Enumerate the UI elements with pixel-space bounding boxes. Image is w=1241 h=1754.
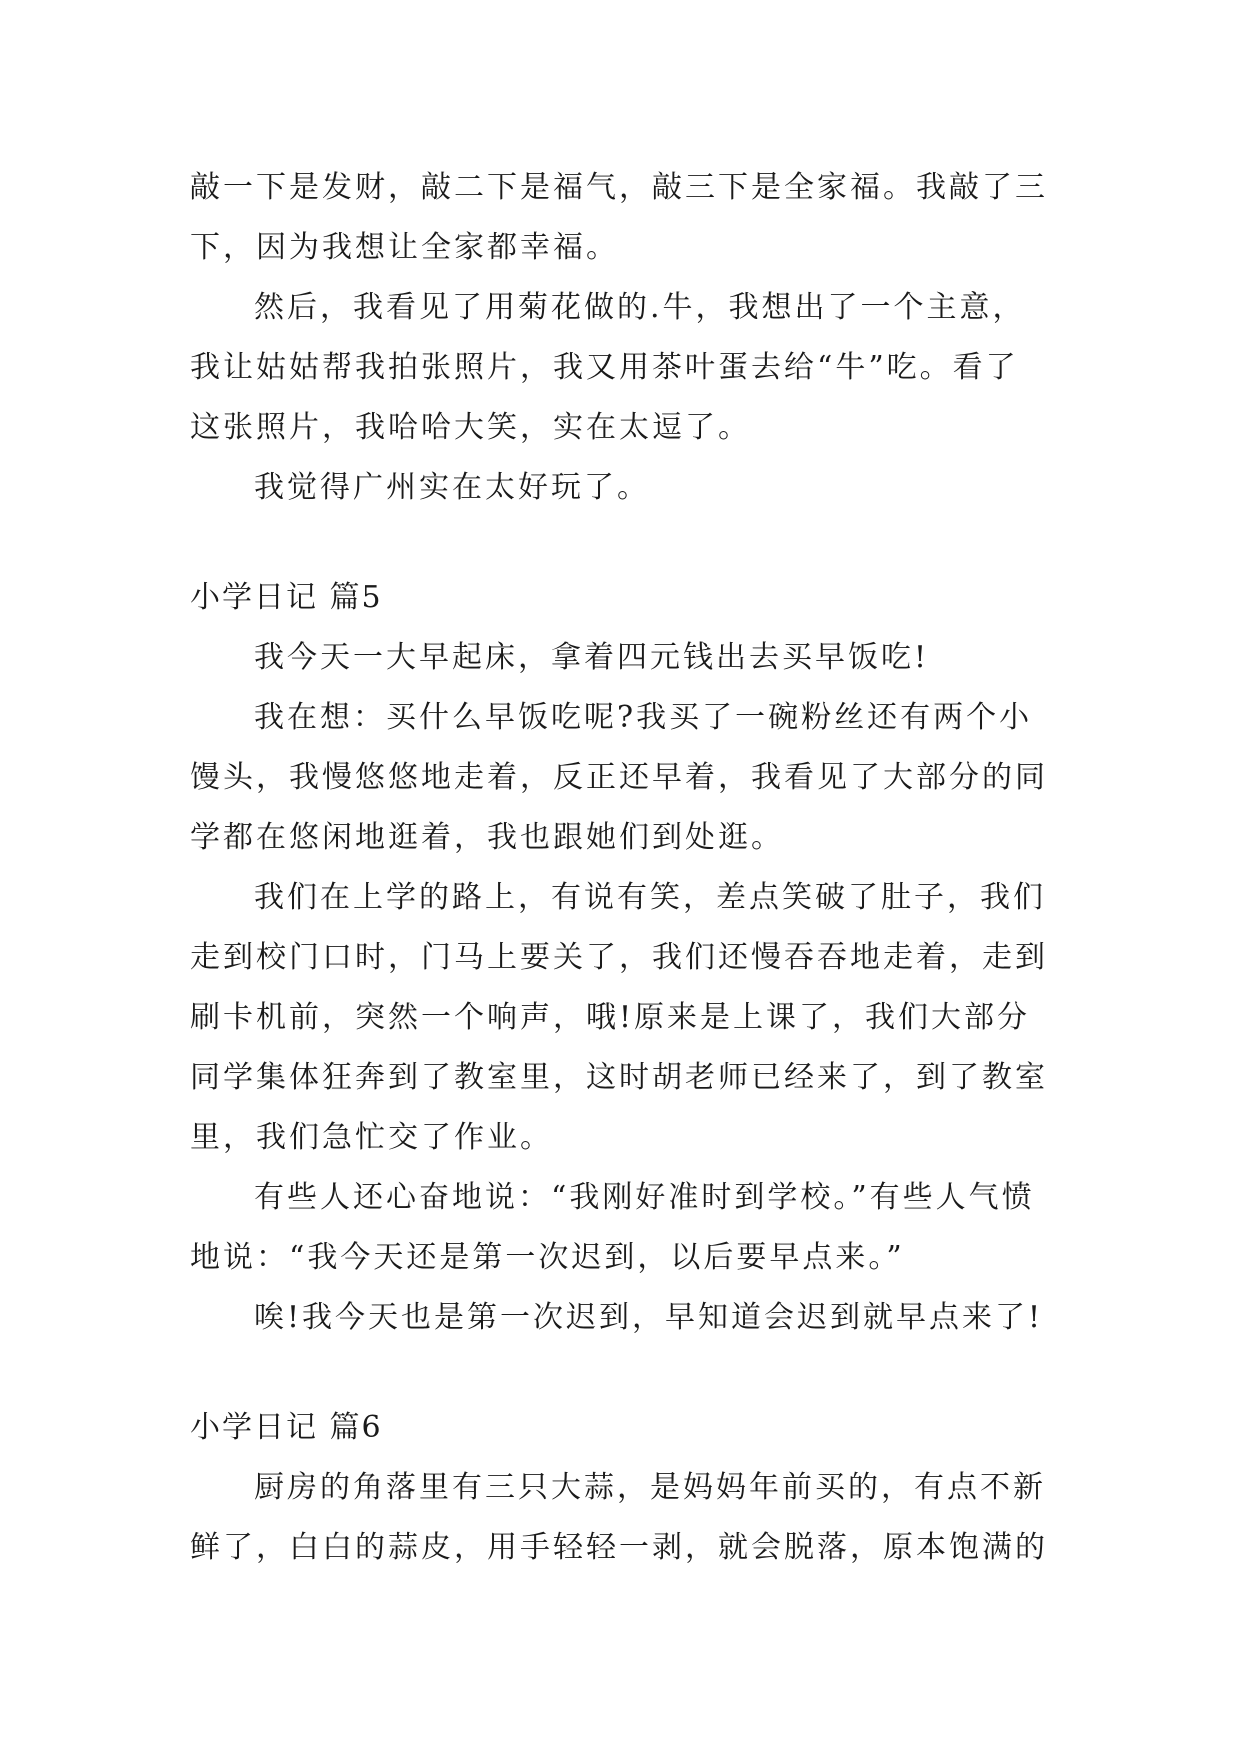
text-line: 我在想：买什么早饭吃呢?我买了一碗粉丝还有两个小 (254, 700, 1033, 735)
text-line: 地说：“我今天还是第一次迟到，以后要早点来。” (190, 1240, 905, 1275)
text-line: 走到校门口时，门马上要关了，我们还慢吞吞地走着，走到 (190, 940, 1048, 975)
text-line: 里，我们急忙交了作业。 (190, 1120, 553, 1155)
text-line: 我觉得广州实在太好玩了。 (254, 470, 650, 505)
text-line: 我们在上学的路上，有说有笑，差点笑破了肚子，我们 (254, 880, 1046, 915)
text-line: 我今天一大早起床，拿着四元钱出去买早饭吃! (254, 640, 930, 675)
section-heading: 小学日记 篇6 (190, 1410, 383, 1445)
text-line: 有些人还心奋地说：“我刚好准时到学校。”有些人气愤 (254, 1180, 1035, 1215)
text-line: 学都在悠闲地逛着，我也跟她们到处逛。 (190, 820, 784, 855)
text-line: 然后，我看见了用菊花做的.牛，我想出了一个主意， (254, 290, 1026, 325)
text-line: 这张照片，我哈哈大笑，实在太逗了。 (190, 410, 751, 445)
text-line: 唉!我今天也是第一次迟到，早知道会迟到就早点来了! (254, 1300, 1044, 1335)
section-heading: 小学日记 篇5 (190, 580, 383, 615)
text-line: 敲一下是发财，敲二下是福气，敲三下是全家福。我敲了三 (190, 170, 1048, 205)
text-line: 刷卡机前，突然一个响声，哦!原来是上课了，我们大部分 (190, 1000, 1031, 1035)
text-line: 同学集体狂奔到了教室里，这时胡老师已经来了，到了教室 (190, 1060, 1048, 1095)
text-line: 鲜了，白白的蒜皮，用手轻轻一剥，就会脱落，原本饱满的 (190, 1530, 1048, 1565)
text-line: 我让姑姑帮我拍张照片，我又用茶叶蛋去给“牛”吃。看了 (190, 350, 1019, 385)
text-line: 下，因为我想让全家都幸福。 (190, 230, 619, 265)
text-line: 厨房的角落里有三只大蒜，是妈妈年前买的，有点不新 (254, 1470, 1046, 1505)
text-line: 馒头，我慢悠悠地走着，反正还早着，我看见了大部分的同 (190, 760, 1048, 795)
